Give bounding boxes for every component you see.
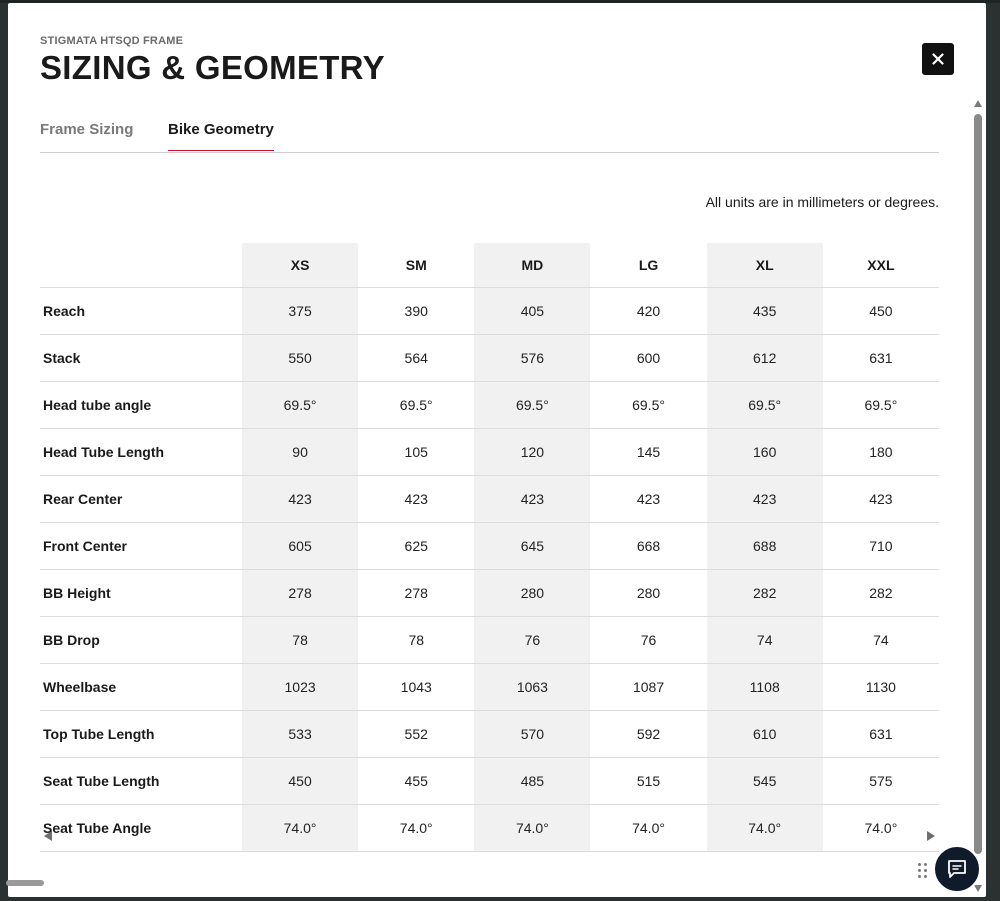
table-cell: 1130 [823, 664, 939, 711]
size-header-lg: LG [590, 243, 706, 288]
table-cell: 710 [823, 523, 939, 570]
modal-subtitle: STIGMATA HTSQD FRAME [40, 35, 184, 47]
table-cell: 423 [590, 476, 706, 523]
table-cell: 592 [590, 711, 706, 758]
table-cell: 450 [242, 758, 358, 805]
table-cell: 600 [590, 335, 706, 382]
drag-handle-icon[interactable] [918, 863, 928, 879]
table-row [40, 288, 939, 335]
table-cell: 74.0° [358, 805, 474, 852]
row-label: Stack [40, 335, 242, 382]
table-cell: 160 [707, 429, 823, 476]
table-row [40, 664, 939, 711]
table-cell: 545 [707, 758, 823, 805]
row-label: Seat Tube Angle [40, 805, 242, 852]
table-row [40, 617, 939, 664]
table-header-row [40, 243, 939, 288]
table-cell: 69.5° [474, 382, 590, 429]
table-cell: 423 [358, 476, 474, 523]
table-cell: 1043 [358, 664, 474, 711]
table-cell: 485 [474, 758, 590, 805]
header-blank-cell [40, 243, 242, 288]
row-label: Front Center [40, 523, 242, 570]
row-label: Seat Tube Length [40, 758, 242, 805]
table-cell: 69.5° [823, 382, 939, 429]
table-cell: 74.0° [707, 805, 823, 852]
tab-bike-geometry[interactable]: Bike Geometry [168, 121, 274, 151]
table-cell: 76 [590, 617, 706, 664]
row-label: Wheelbase [40, 664, 242, 711]
vertical-scroll-thumb[interactable] [974, 114, 982, 854]
table-cell: 74 [707, 617, 823, 664]
row-label: Reach [40, 288, 242, 335]
horizontal-scrollbar[interactable] [40, 827, 939, 843]
table-cell: 405 [474, 288, 590, 335]
table-cell: 69.5° [242, 382, 358, 429]
table-cell: 105 [358, 429, 474, 476]
table-cell: 74.0° [242, 805, 358, 852]
table-cell: 420 [590, 288, 706, 335]
close-button[interactable] [922, 43, 954, 75]
table-cell: 550 [242, 335, 358, 382]
table-cell: 278 [242, 570, 358, 617]
arrow-right-icon[interactable] [927, 831, 935, 841]
table-cell: 605 [242, 523, 358, 570]
table-cell: 69.5° [707, 382, 823, 429]
table-row [40, 429, 939, 476]
table-cell: 390 [358, 288, 474, 335]
table-cell: 78 [358, 617, 474, 664]
table-cell: 423 [242, 476, 358, 523]
tab-bar [40, 115, 939, 153]
size-header-sm: SM [358, 243, 474, 288]
table-cell: 1023 [242, 664, 358, 711]
close-icon [932, 53, 944, 65]
table-row [40, 523, 939, 570]
size-header-md: MD [474, 243, 590, 288]
table-cell: 570 [474, 711, 590, 758]
table-cell: 145 [590, 429, 706, 476]
table-cell: 668 [590, 523, 706, 570]
table-cell: 631 [823, 335, 939, 382]
table-cell: 74.0° [823, 805, 939, 852]
tab-frame-sizing[interactable]: Frame Sizing [40, 121, 134, 138]
table-cell: 74 [823, 617, 939, 664]
vertical-scrollbar[interactable] [972, 100, 984, 892]
table-cell: 74.0° [474, 805, 590, 852]
row-label: Head tube angle [40, 382, 242, 429]
table-cell: 90 [242, 429, 358, 476]
size-header-xl: XL [707, 243, 823, 288]
table-cell: 575 [823, 758, 939, 805]
table-cell: 1108 [707, 664, 823, 711]
table-cell: 282 [823, 570, 939, 617]
table-row [40, 335, 939, 382]
table-cell: 423 [823, 476, 939, 523]
table-cell: 688 [707, 523, 823, 570]
table-cell: 76 [474, 617, 590, 664]
table-cell: 435 [707, 288, 823, 335]
table-row [40, 476, 939, 523]
table-cell: 282 [707, 570, 823, 617]
table-cell: 280 [590, 570, 706, 617]
chat-bubble-icon [946, 858, 968, 880]
modal-title: SIZING & GEOMETRY [40, 49, 385, 86]
sizing-geometry-modal [8, 3, 986, 897]
table-cell: 280 [474, 570, 590, 617]
size-header-xs: XS [242, 243, 358, 288]
table-cell: 612 [707, 335, 823, 382]
row-label: Head Tube Length [40, 429, 242, 476]
table-cell: 120 [474, 429, 590, 476]
table-row [40, 758, 939, 805]
table-cell: 423 [707, 476, 823, 523]
table-cell: 1087 [590, 664, 706, 711]
table-row [40, 711, 939, 758]
table-cell: 631 [823, 711, 939, 758]
table-cell: 450 [823, 288, 939, 335]
table-cell: 78 [242, 617, 358, 664]
table-cell: 515 [590, 758, 706, 805]
table-cell: 69.5° [590, 382, 706, 429]
table-cell: 610 [707, 711, 823, 758]
bottom-scroll-thumb[interactable] [6, 880, 44, 886]
chat-button[interactable] [933, 845, 981, 893]
row-label: Top Tube Length [40, 711, 242, 758]
table-cell: 375 [242, 288, 358, 335]
row-label: BB Drop [40, 617, 242, 664]
row-label: Rear Center [40, 476, 242, 523]
table-row [40, 570, 939, 617]
table-cell: 552 [358, 711, 474, 758]
table-cell: 645 [474, 523, 590, 570]
scroll-up-icon[interactable] [974, 100, 982, 107]
table-cell: 533 [242, 711, 358, 758]
table-cell: 576 [474, 335, 590, 382]
row-label: BB Height [40, 570, 242, 617]
table-cell: 423 [474, 476, 590, 523]
table-cell: 69.5° [358, 382, 474, 429]
table-cell: 180 [823, 429, 939, 476]
table-row [40, 382, 939, 429]
table-cell: 564 [358, 335, 474, 382]
table-cell: 625 [358, 523, 474, 570]
table-cell: 278 [358, 570, 474, 617]
arrow-left-icon[interactable] [44, 831, 52, 841]
geometry-table [40, 243, 939, 852]
scroll-down-icon[interactable] [974, 885, 982, 892]
units-note: All units are in millimeters or degrees. [705, 194, 939, 210]
table-cell: 455 [358, 758, 474, 805]
size-header-xxl: XXL [823, 243, 939, 288]
table-cell: 1063 [474, 664, 590, 711]
table-cell: 74.0° [590, 805, 706, 852]
